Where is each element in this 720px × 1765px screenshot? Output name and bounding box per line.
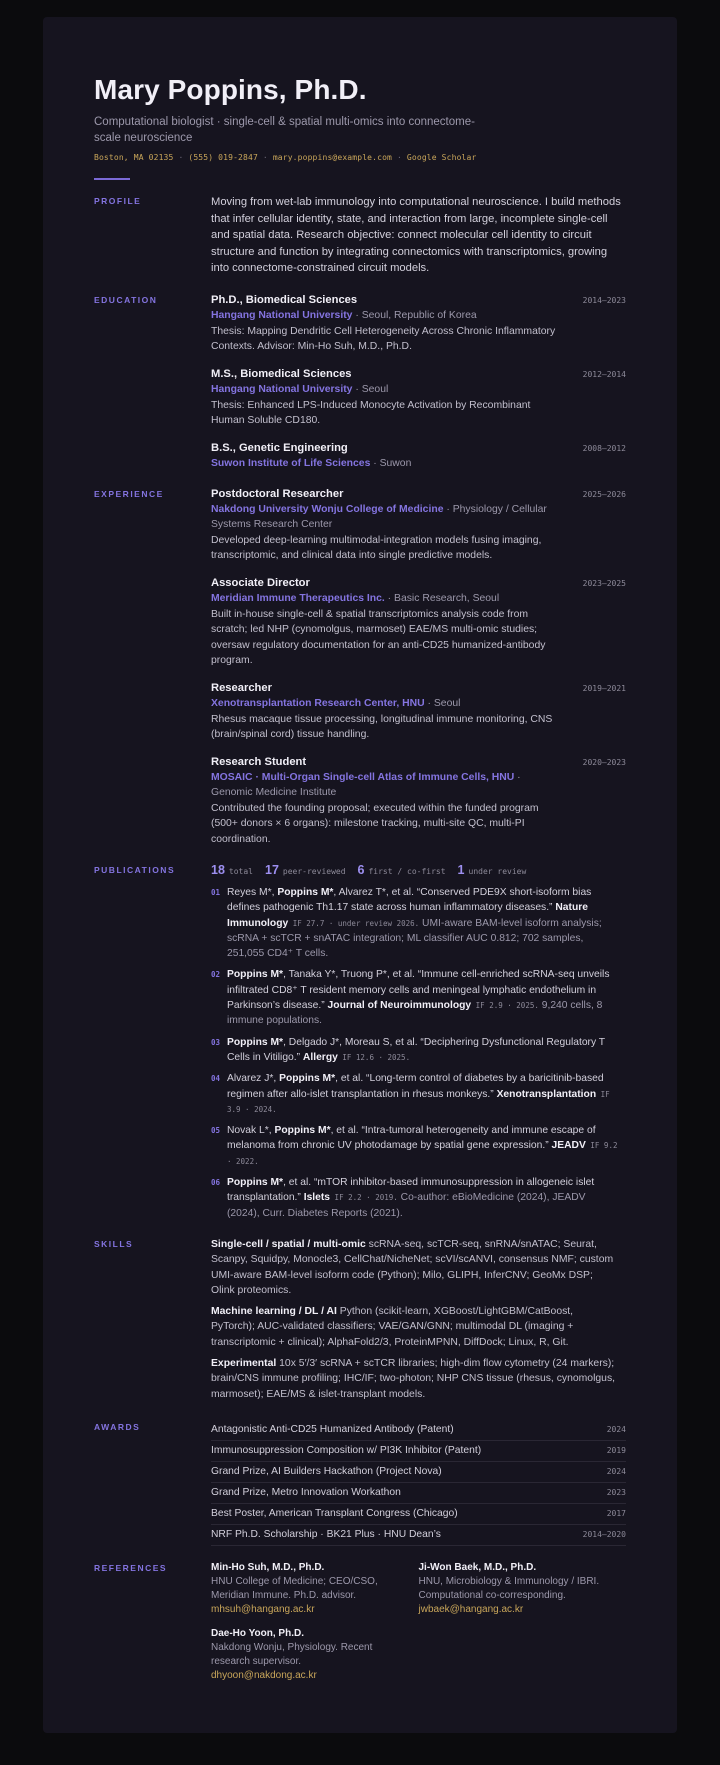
entry-date: 2019–2021 xyxy=(582,683,626,693)
organization-name: Hangang National University xyxy=(211,309,353,321)
skill-group-heading: Machine learning / DL / AI xyxy=(211,1306,337,1318)
award-row xyxy=(211,1441,626,1462)
pub-stat-label: total xyxy=(228,867,253,876)
entry-date: 2020–2023 xyxy=(582,757,626,767)
reference-description: HNU, Microbiology & Immunology / IBRI. Computational co-corresponding. xyxy=(418,1575,600,1601)
publication-journal: Journal of Neuroimmunology xyxy=(327,1000,472,1012)
organization-location: · Seoul xyxy=(424,697,461,709)
pub-stat xyxy=(265,863,346,877)
entry-header xyxy=(211,441,626,456)
entry-title: Research Student xyxy=(211,755,307,768)
publication-text xyxy=(227,1071,620,1117)
education-entry xyxy=(211,293,626,355)
publication-title: , Alvarez T*, et al. “Conserved PDE9X short-isoform bias defines pathogenic Th1.17 state across human inflammatory diseases.” xyxy=(227,887,592,914)
reference-email-link[interactable]: dhyoon@nakdong.ac.kr xyxy=(211,1669,317,1681)
publication-self-author: Poppins M* xyxy=(279,1073,336,1085)
reference-name: Ji-Won Baek, M.D., Ph.D. xyxy=(418,1561,537,1573)
reference-card xyxy=(211,1561,419,1617)
publication-notes: 9,240 cells, 8 immune populations. xyxy=(227,1000,603,1027)
entry-title: Ph.D., Biomedical Sciences xyxy=(211,293,358,306)
publication-text xyxy=(227,1035,620,1066)
organization-location: · Basic Research, Seoul xyxy=(384,592,500,604)
publication-title: , Delgado J*, Moreau S, et al. “Deciphering Dysfunctional Regulatory T Cells in Vitiligo.” xyxy=(227,1036,605,1063)
award-name: Antagonistic Anti-CD25 Humanized Antibody (Patent) xyxy=(211,1424,454,1436)
skills-list xyxy=(211,1237,626,1408)
publication-journal: Islets xyxy=(303,1192,331,1204)
publication-item xyxy=(211,1123,626,1169)
publication-authors-before: Novak L*, xyxy=(227,1125,275,1137)
publication-self-author: Poppins M* xyxy=(227,969,284,981)
reference-name: Min-Ho Suh, M.D., Ph.D. xyxy=(211,1561,325,1573)
publication-text xyxy=(227,1175,620,1221)
experience-entry xyxy=(211,681,626,743)
reference-email-link[interactable]: jwbaek@hangang.ac.kr xyxy=(418,1603,524,1615)
publication-impact-factor: IF 3.9 · 2024. xyxy=(227,1089,610,1114)
skill-group xyxy=(211,1356,618,1402)
skill-group-text: Python (scikit-learn, XGBoost/LightGBM/CatBoost, PyTorch); AUC-validated classifiers; VAE/GAN/GNN; multimodal DL (imaging + transcriptomic + clinical); AlphaFold2/3, ProteinMPNN, DiffDock; Linux, R, Git. xyxy=(211,1306,574,1348)
publication-stats xyxy=(211,863,626,877)
entry-date: 2014–2023 xyxy=(582,295,626,305)
award-year: 2024 xyxy=(606,1425,626,1435)
publication-journal: Nature Immunology xyxy=(227,902,588,929)
award-row xyxy=(211,1483,626,1504)
section-label: EXPERIENCE xyxy=(94,488,164,499)
reference-card xyxy=(419,1561,627,1617)
entry-title: B.S., Genetic Engineering xyxy=(211,441,348,454)
section-label: AWARDS xyxy=(94,1421,141,1432)
publication-number: 06 xyxy=(211,1178,221,1188)
contact-separator: · xyxy=(178,153,184,162)
pub-stat xyxy=(458,863,527,877)
publication-number: 01 xyxy=(211,888,221,897)
entry-date: 2012–2014 xyxy=(582,369,626,379)
organization-name: Xenotransplantation Research Center, HNU xyxy=(211,697,425,709)
subtitle: Computational biologist · single-cell & spatial multi-omics into connectome-scale neuroscience xyxy=(94,116,475,144)
entry-organization xyxy=(211,456,564,471)
contact-separator: · xyxy=(262,153,268,162)
skill-group-text: 10x 5′/3′ scRNA + scTCR libraries; high-dim flow cytometry (24 markers); brain/CNS immune profiling; IHC/IF; two-photon; NHP CNS tissue (rhesus, cynomolgus, marmoset); EAE/MS & islet-transplant models. xyxy=(211,1358,616,1400)
entry-organization xyxy=(211,591,564,606)
experience-list xyxy=(211,487,626,860)
references-list xyxy=(211,1561,626,1693)
awards-list xyxy=(211,1420,626,1546)
section-label: REFERENCES xyxy=(94,1562,168,1573)
publications-section xyxy=(94,863,626,1227)
education-section xyxy=(94,293,626,483)
references-section xyxy=(94,1561,626,1693)
award-year: 2023 xyxy=(606,1488,626,1498)
experience-entry xyxy=(211,755,626,848)
experience-section xyxy=(94,487,626,860)
education-entry xyxy=(211,367,626,429)
reference-email-link[interactable]: mhsuh@hangang.ac.kr xyxy=(211,1603,315,1615)
pub-stat-number: 17 xyxy=(265,863,279,877)
award-row xyxy=(211,1462,626,1483)
award-year: 2024 xyxy=(606,1467,626,1477)
entry-description: Developed deep-learning multimodal-integration models fusing imaging, transcriptomic, and clinical data into single predictive models. xyxy=(211,534,542,561)
skill-group xyxy=(211,1237,618,1298)
organization-location: · Suwon xyxy=(370,457,412,469)
section-label: SKILLS xyxy=(94,1238,134,1249)
google-scholar-link[interactable]: Google Scholar xyxy=(406,153,477,162)
publication-text xyxy=(227,967,620,1028)
publication-self-author: Poppins M* xyxy=(227,1036,284,1048)
resume-page xyxy=(43,17,677,1733)
award-name: Best Poster, American Transplant Congress (Chicago) xyxy=(211,1508,458,1520)
publication-journal: Allergy xyxy=(302,1051,338,1063)
publication-item xyxy=(211,1071,626,1117)
entry-description: Built in-house single-cell & spatial transcriptomics analysis code from scratch; led NHP (cynomolgus, marmoset) EAE/MS multi-omic studies; oversaw regulatory documentation for an anti-CD25 humanized-antibody program. xyxy=(211,608,546,666)
contact-phone: (555) 019-2847 xyxy=(188,153,258,162)
award-row xyxy=(211,1420,626,1441)
organization-location: · Seoul, Republic of Korea xyxy=(352,309,477,321)
entry-date: 2008–2012 xyxy=(582,443,626,453)
entry-header xyxy=(211,755,626,770)
entry-organization xyxy=(211,502,564,532)
entry-title: Researcher xyxy=(211,681,272,694)
reference-description: Nakdong Wonju, Physiology. Recent research supervisor. xyxy=(211,1641,373,1667)
award-name: NRF Ph.D. Scholarship · BK21 Plus · HNU Dean’s xyxy=(211,1529,441,1541)
entry-organization xyxy=(211,696,564,711)
award-row xyxy=(211,1525,626,1546)
header-divider xyxy=(94,178,130,180)
publication-impact-factor: IF 12.6 · 2025. xyxy=(337,1052,411,1062)
entry-header xyxy=(211,293,626,308)
publication-list xyxy=(211,885,626,1221)
publication-text xyxy=(227,885,620,961)
publication-authors-before: Reyes M*, xyxy=(227,887,278,898)
publication-notes: Co-author: eBioMedicine (2024), JEADV (2024), Curr. Diabetes Reports (2021). xyxy=(227,1192,586,1219)
publication-title: , Tanaka Y*, Truong P*, et al. “Immune cell-enriched scRNA-seq unveils infiltrated CD8⁺ T resident memory cells and meningeal lymphatic endothelium in Parkinson’s disease.” xyxy=(227,969,610,1012)
entry-description: Contributed the founding proposal; executed within the funded program (500+ donors × 6 organs): milestone tracking, multi-site QC, multi-PI coordination. xyxy=(211,802,539,845)
section-label: EDUCATION xyxy=(94,294,158,305)
publication-item xyxy=(211,967,626,1028)
publication-impact-factor: IF 2.9 · 2025. xyxy=(471,1001,539,1011)
publication-number: 05 xyxy=(211,1126,221,1136)
entry-organization xyxy=(211,308,564,323)
publication-notes: UMI-aware BAM-level isoform analysis; scRNA + scTCR + snATAC integration; ML classifier AUC 0.812; 702 samples, 251,055 CD4⁺ T cells. xyxy=(227,917,602,960)
entry-description: Thesis: Mapping Dendritic Cell Heterogeneity Across Chronic Inflammatory Contexts. Advisor: Min-Ho Suh, M.D., Ph.D. xyxy=(211,325,556,352)
skill-group-text: scRNA-seq, scTCR-seq, snRNA/snATAC; Seurat, Scanpy, Squidpy, Monocle3, CellChat/NicheNet; scVI/scANVI, consensus NMF; custom UMI-aware BAM-level isoform code (Python); Milo, GLIPH, InferCNV; GeoMx DSP; Olink proteomics. xyxy=(211,1238,614,1296)
profile-text: Moving from wet-lab immunology into computational neuroscience. I build methods that infer cellular identity, state, and interaction from large, incomplete single-cell and spatial data. Research objective: connect molecular cell identity to circuit structure and function by integrating connectomics with transcriptomics, growing into connectome-constrained circuit models. xyxy=(211,196,621,274)
education-list xyxy=(211,293,626,483)
entry-header xyxy=(211,487,626,502)
award-name: Immunosuppression Composition w/ PI3K Inhibitor (Patent) xyxy=(211,1445,482,1457)
skill-group-heading: Experimental xyxy=(211,1358,277,1370)
entry-organization xyxy=(211,382,564,397)
pub-stat-number: 1 xyxy=(457,863,465,877)
entry-date: 2025–2026 xyxy=(582,489,626,499)
contact-line xyxy=(94,152,626,164)
entry-description: Rhesus macaque tissue processing, longitudinal immune monitoring, CNS (brain/spinal cord) tissue handling. xyxy=(211,713,553,740)
entry-title: Postdoctoral Researcher xyxy=(211,487,344,500)
skill-group xyxy=(211,1304,618,1350)
award-year: 2019 xyxy=(606,1446,626,1456)
pub-stat-label: peer-reviewed xyxy=(282,867,346,876)
contact-separator: · xyxy=(396,153,402,162)
pub-stat-number: 18 xyxy=(211,863,225,877)
organization-location: · Genomic Medicine Institute xyxy=(211,771,521,798)
entry-title: Associate Director xyxy=(211,576,310,589)
publication-number: 04 xyxy=(211,1074,221,1084)
award-year: 2014–2020 xyxy=(582,1530,626,1540)
entry-description: Thesis: Enhanced LPS-Induced Monocyte Activation by Recombinant Human Soluble CD180. xyxy=(211,399,531,426)
experience-entry xyxy=(211,576,626,669)
pub-stat-label: first / co-first xyxy=(368,867,446,876)
organization-name: Nakdong University Wonju College of Medicine xyxy=(211,503,444,515)
entry-organization xyxy=(211,770,564,800)
education-entry xyxy=(211,441,626,471)
publication-impact-factor: IF 27.7 · under review 2026. xyxy=(288,918,420,928)
publication-item xyxy=(211,885,626,961)
name-heading: Mary Poppins, Ph.D. xyxy=(94,74,367,105)
award-row xyxy=(211,1504,626,1525)
skills-section xyxy=(94,1237,626,1408)
section-label: PUBLICATIONS xyxy=(94,865,176,875)
reference-description: HNU College of Medicine; CEO/CSO, Meridian Immune. Ph.D. advisor. xyxy=(211,1575,378,1601)
publication-authors-before: Alvarez J*, xyxy=(227,1073,280,1085)
publication-number: 02 xyxy=(211,970,221,980)
award-name: Grand Prize, Metro Innovation Workathon xyxy=(211,1487,401,1499)
awards-section xyxy=(94,1420,626,1546)
pub-stat-number: 6 xyxy=(357,863,365,877)
contact-address: Boston, MA 02135 xyxy=(94,153,174,162)
award-year: 2017 xyxy=(606,1509,626,1519)
entry-header xyxy=(211,576,626,591)
publication-self-author: Poppins M* xyxy=(274,1125,331,1137)
publication-number: 03 xyxy=(211,1037,221,1047)
organization-name: Suwon Institute of Life Sciences xyxy=(211,457,371,469)
organization-name: Meridian Immune Therapeutics Inc. xyxy=(211,592,385,604)
organization-name: MOSAIC · Multi-Organ Single-cell Atlas of Immune Cells, HNU xyxy=(211,771,515,783)
entry-title: M.S., Biomedical Sciences xyxy=(211,367,352,380)
publication-self-author: Poppins M* xyxy=(277,887,334,898)
reference-name: Dae-Ho Yoon, Ph.D. xyxy=(211,1627,304,1639)
publications-body xyxy=(211,863,626,1227)
contact-email-link[interactable]: mary.poppins@example.com xyxy=(272,153,393,162)
publication-journal: Xenotransplantation xyxy=(496,1088,597,1100)
experience-entry xyxy=(211,487,626,564)
pub-stat xyxy=(358,863,446,877)
publication-title: , et al. “Intra-tumoral heterogeneity and immune escape of melanoma from chronic UV photodamage by spatial gene expression.” xyxy=(227,1125,596,1152)
entry-date: 2023–2025 xyxy=(582,578,626,588)
pub-stat xyxy=(211,863,253,877)
section-label: PROFILE xyxy=(94,196,142,206)
organization-location: · Physiology / Cellular Systems Research Center xyxy=(211,503,547,530)
publication-impact-factor: IF 2.2 · 2019. xyxy=(330,1193,398,1203)
publication-self-author: Poppins M* xyxy=(227,1177,284,1189)
publication-journal: JEADV xyxy=(551,1140,586,1152)
organization-location: · Seoul xyxy=(352,383,389,395)
entry-header xyxy=(211,681,626,696)
publication-impact-factor: IF 9.2 · 2022. xyxy=(227,1141,618,1166)
publication-item xyxy=(211,1035,626,1066)
profile-section xyxy=(94,194,626,277)
publication-text xyxy=(227,1123,620,1169)
entry-header xyxy=(211,367,626,382)
skill-group-heading: Single-cell / spatial / multi-omic xyxy=(211,1238,366,1250)
organization-name: Hangang National University xyxy=(211,383,353,395)
publication-title: , et al. “mTOR inhibitor-based immunosuppression in allogeneic islet transplantation.” xyxy=(227,1177,595,1204)
pub-stat-label: under review xyxy=(468,867,527,876)
reference-card xyxy=(211,1627,419,1683)
award-name: Grand Prize, AI Builders Hackathon (Project Nova) xyxy=(211,1466,442,1478)
publication-item xyxy=(211,1175,626,1221)
publication-title: , et al. “Long-term control of diabetes by a baricitinib-based regimen after allo-islet transplantation in rhesus monkeys.” xyxy=(227,1073,604,1100)
